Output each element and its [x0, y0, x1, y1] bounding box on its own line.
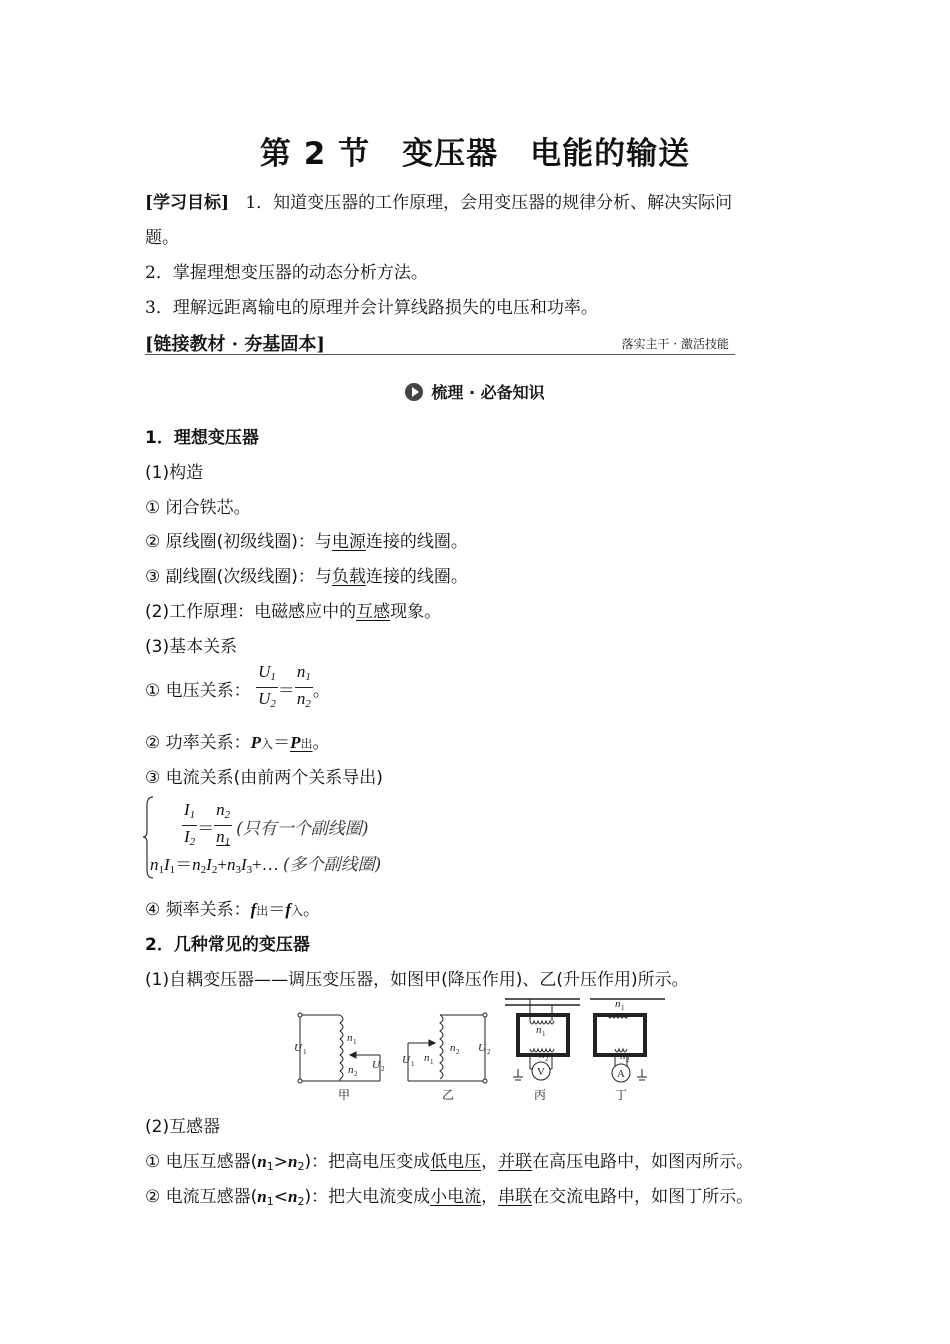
section-title: [0, 380, 950, 403]
svg-text:2: 2: [545, 1055, 549, 1063]
objective-2: 2．掌握理想变压器的动态分析方法。: [145, 263, 428, 283]
voltage-fraction-left: $\frac{U_1}{U_2}$: [258, 662, 276, 710]
c3-answer: 负载: [331, 567, 366, 587]
svg-text:n: n: [450, 1042, 456, 1054]
c2-pre: ② 原线圈(初级线圈)：与: [145, 532, 332, 552]
voltmeter-label: V: [537, 1066, 545, 1078]
construct-heading: (1)构造: [145, 463, 204, 483]
objective-1: [145, 188, 732, 213]
power-relation: ② 功率关系：P入＝P出。: [145, 733, 330, 753]
only-one-secondary: 只有一个副线圈: [242, 819, 362, 839]
svg-text:2: 2: [487, 1048, 491, 1056]
objectives-tag: [学习目标]: [145, 193, 230, 213]
current-relation-single: $\frac{I_1}{I_2}$ ＝ $\frac{n_2}{n_1}$ (只有一个副线圈): [184, 800, 369, 848]
mutual-heading: (2)互感器: [145, 1117, 221, 1137]
svg-text:n: n: [539, 1049, 545, 1061]
figure-ding: [590, 998, 665, 1082]
multi-secondary: 多个副线圈: [289, 855, 375, 875]
svg-text:2: 2: [354, 1070, 358, 1078]
principle-post: 现象。: [390, 602, 442, 622]
basic-heading: (3)基本关系: [145, 637, 238, 657]
svg-text:1: 1: [411, 1060, 415, 1068]
play-icon: [405, 383, 423, 401]
principle-pre: (2)工作原理：电磁感应中的: [145, 602, 357, 622]
section-banner: [145, 330, 735, 355]
label-ding: 丁: [615, 1088, 628, 1102]
svg-text:n: n: [536, 1024, 542, 1036]
principle-line: [145, 597, 441, 622]
svg-text:n: n: [348, 1064, 354, 1076]
figure-yi: [402, 1013, 491, 1083]
svg-text:1: 1: [303, 1048, 307, 1056]
svg-text:1: 1: [430, 1058, 434, 1066]
heading-common-transformers: 2．几种常见的变压器: [145, 935, 310, 955]
svg-text:1: 1: [353, 1038, 357, 1046]
current-heading: ③ 电流关系(由前两个关系导出): [145, 768, 383, 788]
svg-text:2: 2: [626, 1056, 630, 1064]
svg-text:n: n: [347, 1032, 353, 1044]
construct-item-2: [145, 527, 468, 552]
figure-jia: [294, 1013, 385, 1083]
c3-pre: ③ 副线圈(次级线圈)：与: [145, 567, 332, 587]
voltage-instrument-transformer: ① 电压互感器$(n_1>n_2)$：把高电压变成低电压，并联在高压电路中，如图丙所示。: [145, 1152, 754, 1173]
svg-text:1: 1: [542, 1030, 546, 1038]
page-title: 第 2 节 变压器 电能的输送: [259, 136, 691, 172]
svg-text:2: 2: [381, 1065, 385, 1073]
svg-text:U: U: [478, 1042, 486, 1054]
frequency-relation: ④ 频率关系：f出＝f入。: [145, 900, 321, 920]
svg-text:n: n: [620, 1050, 626, 1062]
current-relation-multi: $n_1I_1=n_2I_2+n_3I_3+\dots$ (多个副线圈): [150, 855, 382, 876]
voltage-relation: ① 电压关系： $\frac{U_1}{U_2}$ ＝ $\frac{n_1}{n_2}$ 。: [145, 662, 330, 715]
objective-3: 3．理解远距离输电的原理并会计算线路损失的电压和功率。: [145, 298, 598, 318]
heading-ideal-transformer: 1．理想变压器: [145, 428, 259, 448]
c2-post: 连接的线圈。: [365, 532, 468, 552]
voltage-label: ① 电压关系：: [145, 681, 251, 701]
voltage-fraction-right: $\frac{n_1}{n_2}$: [296, 662, 311, 710]
c2-answer: 电源: [331, 532, 366, 552]
label-jia: 甲: [338, 1088, 351, 1102]
construct-item-3: [145, 562, 468, 587]
section-title-text: 梳理 · 必备知识: [431, 383, 545, 402]
svg-text:U: U: [372, 1059, 380, 1071]
label-yi: 乙: [442, 1088, 455, 1102]
svg-text:n: n: [424, 1052, 430, 1064]
construct-item-1: ① 闭合铁芯。: [145, 498, 251, 518]
svg-text:n: n: [615, 998, 621, 1010]
ammeter-label: A: [617, 1068, 625, 1080]
banner-left: [链接教材 · 夯基固本]: [145, 334, 325, 355]
autotransformer-line: (1)自耦变压器——调压变压器，如图甲(降压作用)、乙(升压作用)所示。: [145, 970, 689, 990]
objective-1-cont: 题。: [145, 228, 179, 248]
c3-post: 连接的线圈。: [365, 567, 468, 587]
current-instrument-transformer: ② 电流互感器$(n_1<n_2)$：把大电流变成小电流，串联在交流电路中，如图丁所示。: [145, 1187, 754, 1208]
label-bing: 丙: [534, 1088, 547, 1102]
banner-right: 落实主干 · 激活技能: [621, 337, 729, 351]
figure-bing: [505, 999, 580, 1080]
svg-text:1: 1: [621, 1004, 625, 1012]
svg-text:U: U: [294, 1042, 302, 1054]
objective-1-text: 1．知道变压器的工作原理，会用变压器的规律分析、解决实际问: [245, 193, 733, 213]
svg-text:U: U: [402, 1054, 410, 1066]
svg-text:2: 2: [456, 1048, 460, 1056]
principle-answer: 互感: [356, 602, 391, 622]
transformer-figure: [290, 993, 665, 1105]
